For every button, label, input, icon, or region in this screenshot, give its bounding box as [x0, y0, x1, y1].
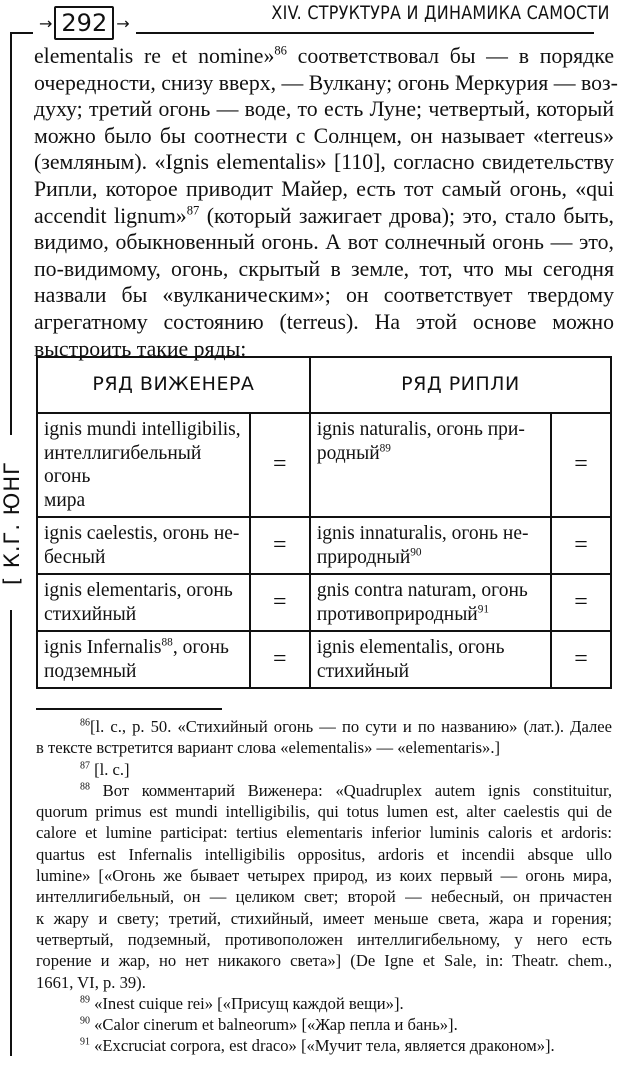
body-line: очередности, снизу вверх, — Вулкану; огонь Меркурия — воз-: [34, 70, 618, 95]
footnote-88-cont: интеллигибельный, он — целиком свет; второй — небесный, он причастен: [36, 887, 612, 907]
body-line: Рипли, которое приводит Майер, есть тот самый огонь, «qui: [34, 176, 614, 201]
body-text: [34, 43, 618, 362]
equals-sign: =: [250, 631, 310, 688]
table-row: [37, 413, 611, 517]
footnote-88-cont: quorum primus est mundi intelligibilis, qui totus lumen est, alter caelestis qui de: [36, 802, 612, 822]
equals-sign: =: [551, 517, 611, 574]
footnote-86: $^{86}$[l. c., p. 50. «Стихийный огонь — по сути и по названию» (лат.). Далее: [80, 717, 612, 736]
body-line: по-видимому, огонь, скрытый в земле, тот, что мы сегодня: [34, 256, 614, 281]
footnote-88-cont: quartus est Infernalis intelligibilis oppositus, ardoris et incendii absque ullo: [36, 844, 612, 864]
body-line: выстроить такие ряды:: [34, 336, 247, 361]
equals-sign: =: [551, 631, 611, 688]
body-line: (земляным). «Ignis elementalis» [110], согласно свидетельству: [34, 150, 614, 175]
body-line: видимо, обыкновенный огонь. А вот солнечный огонь — это,: [34, 230, 614, 255]
ripley-cell: ignis elementalis, огонь стихийный: [310, 631, 551, 688]
table-header-row: [37, 357, 611, 413]
footnote-88: $^{88}$ Вот комментарий Виженера: «Quadruplex autem ignis constituitur,: [80, 780, 612, 800]
body-line: духу; третий огонь — воде, то есть Луне; четвертый, который: [34, 97, 614, 122]
page-number-box: 292: [54, 6, 114, 40]
arrow-right-icon: →: [116, 13, 130, 33]
table-row: [37, 574, 611, 631]
footnote-88-cont: горение и жар, но нет никакого света»] (De Igne et Sale, in: Theatr. chem.,: [36, 951, 612, 971]
footnote-88-cont: calore et lumine participat: tertius elementaris inferior luminis caloris et ardoris:: [36, 823, 612, 843]
header-ripley: РЯД РИПЛИ: [310, 357, 611, 413]
footnote-ref[interactable]: 90: [410, 546, 422, 558]
fire-series-table: [36, 356, 612, 689]
side-author-label: [ К.Г. ЮНГ: [0, 435, 24, 610]
equals-sign: =: [551, 413, 611, 517]
equals-sign: =: [551, 574, 611, 631]
footnote-ref[interactable]: 89: [379, 442, 391, 454]
ripley-cell: ignis innaturalis, огонь не- природный$^{90}$: [310, 517, 551, 574]
footnote-ref[interactable]: 88: [161, 636, 173, 649]
footnote-88-cont: 1661, VI, p. 39).: [36, 972, 146, 992]
equals-sign: =: [250, 413, 310, 517]
vigenere-cell: ignis elementaris, огонь стихийный: [37, 574, 250, 631]
footnote-ref[interactable]: 91: [477, 603, 490, 615]
table-row: [37, 517, 611, 574]
vigenere-cell: ignis caelestis, огонь не- бесный: [37, 517, 250, 574]
vigenere-cell: ignis mundi intelligibilis, интеллигибельный огонь мира: [37, 413, 250, 517]
footnote-rule: [36, 708, 222, 710]
footnote-88-cont: четвертый, подземный, противоположен интеллигибельному, у него есть: [36, 929, 612, 949]
arrow-left-icon: →: [39, 13, 53, 33]
footnotes: [36, 716, 612, 1057]
footnote-89: $^{89}$ «Inest cuique rei» [«Присущ каждой вещи»].: [80, 993, 404, 1013]
footnote-90: $^{90}$ «Calor cinerum et balneorum» [«Жар пепла и бань»].: [80, 1015, 458, 1035]
footnote-87: $^{87}$ [l. c.]: [80, 759, 130, 779]
vigenere-cell: ignis Infernalis$^{88}$, огонь подземный: [37, 631, 250, 688]
footnote-86-cont: в тексте встретится вариант слова «elementalis» — «elementaris».]: [36, 738, 501, 758]
equals-sign: =: [250, 574, 310, 631]
footnote-91: $^{91}$ «Excruciat corpora, est draco» [«Мучит тела, является драконом»].: [80, 1036, 555, 1056]
ripley-cell: gnis contra naturam, огонь противоприродный$^{91}$: [310, 574, 551, 631]
equals-sign: =: [250, 517, 310, 574]
body-line: elementalis re et nomine»$^{86}$ соответствовал бы — в порядке: [34, 43, 614, 68]
header-vigenere: РЯД ВИЖЕНЕРА: [37, 357, 310, 413]
body-line: агрегатному состоянию (terreus). На этой основе можно: [34, 309, 614, 334]
footnote-88-cont: lumine» [«Огонь же бывает четырех природ, из коих первый — огонь мира,: [36, 866, 612, 886]
table-row: [37, 631, 611, 688]
page-number: [33, 4, 136, 42]
body-line: назвали бы «вулканическим»; он соответствует твердому: [34, 283, 614, 308]
body-line: можно было бы соотнести с Солнцем, он называет «terreus»: [34, 123, 614, 148]
running-title: XIV. СТРУКТУРА И ДИНАМИКА САМОСТИ: [265, 2, 610, 24]
footnote-88-cont: к жару и свету; третий, стихийный, имеет меньше света, жара и горения;: [36, 908, 612, 928]
footnote-ref[interactable]: 87: [186, 203, 200, 218]
body-line: accendit lignum»$^{87}$ (который зажигает дрова); это, стало быть,: [34, 203, 615, 228]
footnote-ref[interactable]: 86: [274, 43, 287, 58]
ripley-cell: ignis naturalis, огонь при- родный$^{89}$: [310, 413, 551, 517]
